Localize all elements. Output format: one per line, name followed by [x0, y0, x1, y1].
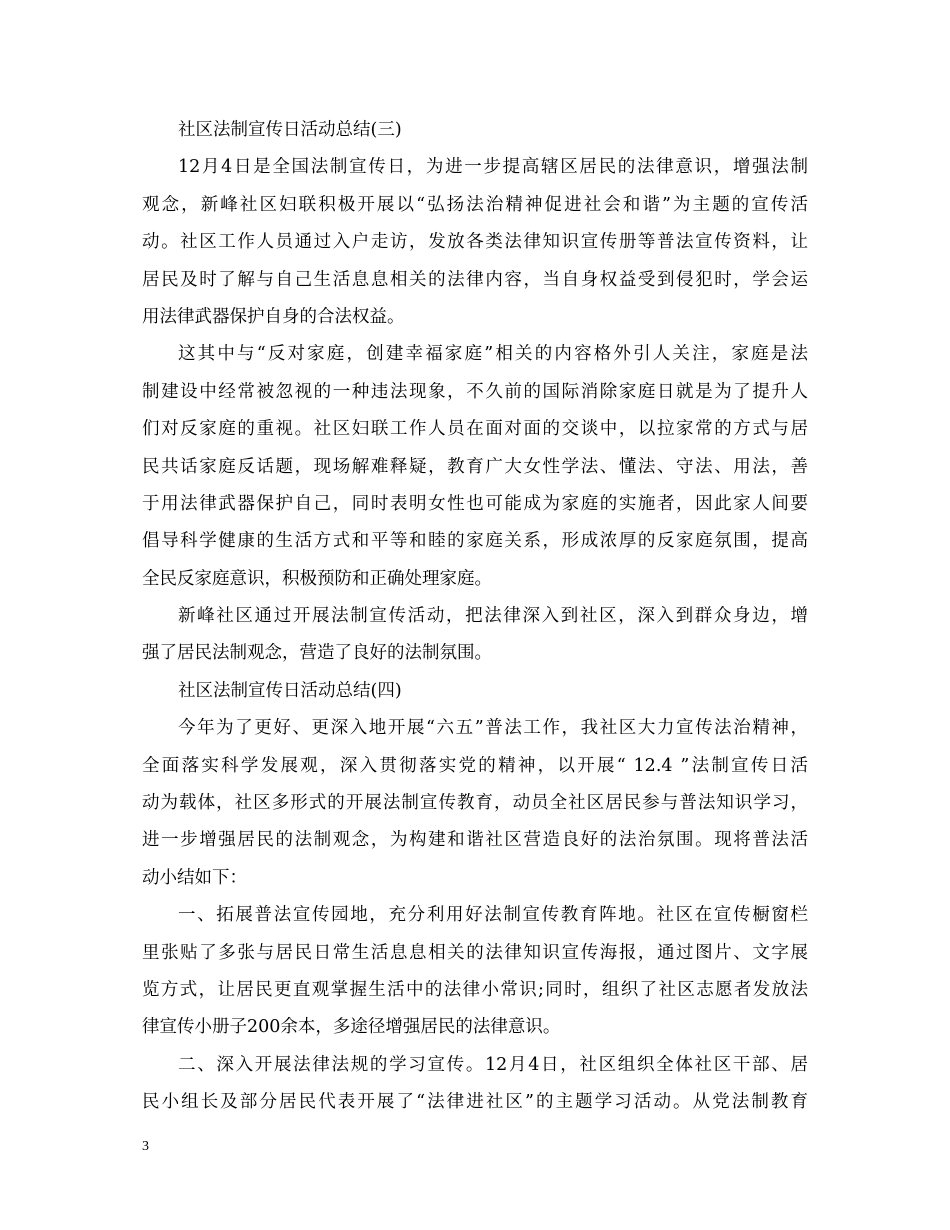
- document-body: [142, 112, 808, 1122]
- text-line: 社区法制宣传日活动总结(四): [178, 680, 402, 701]
- text-line: 全面落实科学发展观，深入贯彻落实党的精神，以开展“ 12.4 ”法制宣传日活: [142, 755, 808, 776]
- text-line: 12月4日是全国法制宣传日，为进一步提高辖区居民的法律意识，增强法制: [178, 157, 808, 178]
- text-line: 进一步增强居民的法制观念，为构建和谐社区营造良好的法治氛围。现将普法活: [142, 830, 808, 851]
- text-line: 动为载体，社区多形式的开展法制宣传教育，动员全社区居民参与普法知识学习，: [142, 793, 808, 814]
- text-line: 民共话家庭反话题，现场解难释疑，教育广大女性学法、懂法、守法、用法，善: [142, 456, 808, 477]
- text-line: 于用法律武器保护自己，同时表明女性也可能成为家庭的实施者，因此家人间要: [142, 493, 808, 514]
- text-line: 览方式，让居民更直观掌握生活中的法律小常识;同时，组织了社区志愿者发放法: [142, 979, 808, 1000]
- text-line: 今年为了更好、更深入地开展“六五”普法工作，我社区大力宣传法治精神，: [178, 718, 808, 739]
- text-line: 强了居民法制观念，营造了良好的法制氛围。: [142, 643, 492, 664]
- text-line: 用法律武器保护自身的合法权益。: [142, 306, 405, 327]
- text-line: 全民反家庭意识，积极预防和正确处理家庭。: [142, 568, 492, 589]
- text-line: 制建设中经常被忽视的一种违法现象，不久前的国际消除家庭日就是为了提升人: [142, 381, 808, 402]
- text-line: 民小组长及部分居民代表开展了“法律进社区”的主题学习活动。从党法制教育: [142, 1092, 808, 1113]
- text-line: 这其中与“反对家庭，创建幸福家庭”相关的内容格外引人关注，家庭是法: [178, 344, 808, 365]
- text-line: 一、拓展普法宣传园地，充分利用好法制宣传教育阵地。社区在宣传橱窗栏: [178, 905, 808, 926]
- text-line: 倡导科学健康的生活方式和平等和睦的家庭关系，形成浓厚的反家庭氛围，提高: [142, 531, 808, 552]
- text-line: 们对反家庭的重视。社区妇联工作人员在面对面的交谈中，以拉家常的方式与居: [142, 419, 808, 440]
- text-line: 律宣传小册子200余本，多途径增强居民的法律意识。: [142, 1017, 561, 1038]
- text-line: 动。社区工作人员通过入户走访，发放各类法律知识宣传册等普法宣传资料，让: [142, 232, 808, 253]
- text-line: 居民及时了解与自己生活息息相关的法律内容，当自身权益受到侵犯时，学会运: [142, 269, 808, 290]
- text-line: 动小结如下：: [142, 867, 247, 888]
- text-line: 观念，新峰社区妇联积极开展以“弘扬法治精神促进社会和谐”为主题的宣传活: [142, 194, 808, 215]
- text-line: 社区法制宣传日活动总结(三): [178, 120, 402, 140]
- page-number: 3: [142, 1139, 149, 1154]
- text-line: 二、深入开展法律法规的学习宣传。12月4日，社区组织全体社区干部、居: [178, 1054, 808, 1075]
- text-line: 新峰社区通过开展法制宣传活动，把法律深入到社区，深入到群众身边，增: [178, 606, 808, 627]
- text-line: 里张贴了多张与居民日常生活息息相关的法律知识宣传海报，通过图片、文字展: [142, 942, 808, 963]
